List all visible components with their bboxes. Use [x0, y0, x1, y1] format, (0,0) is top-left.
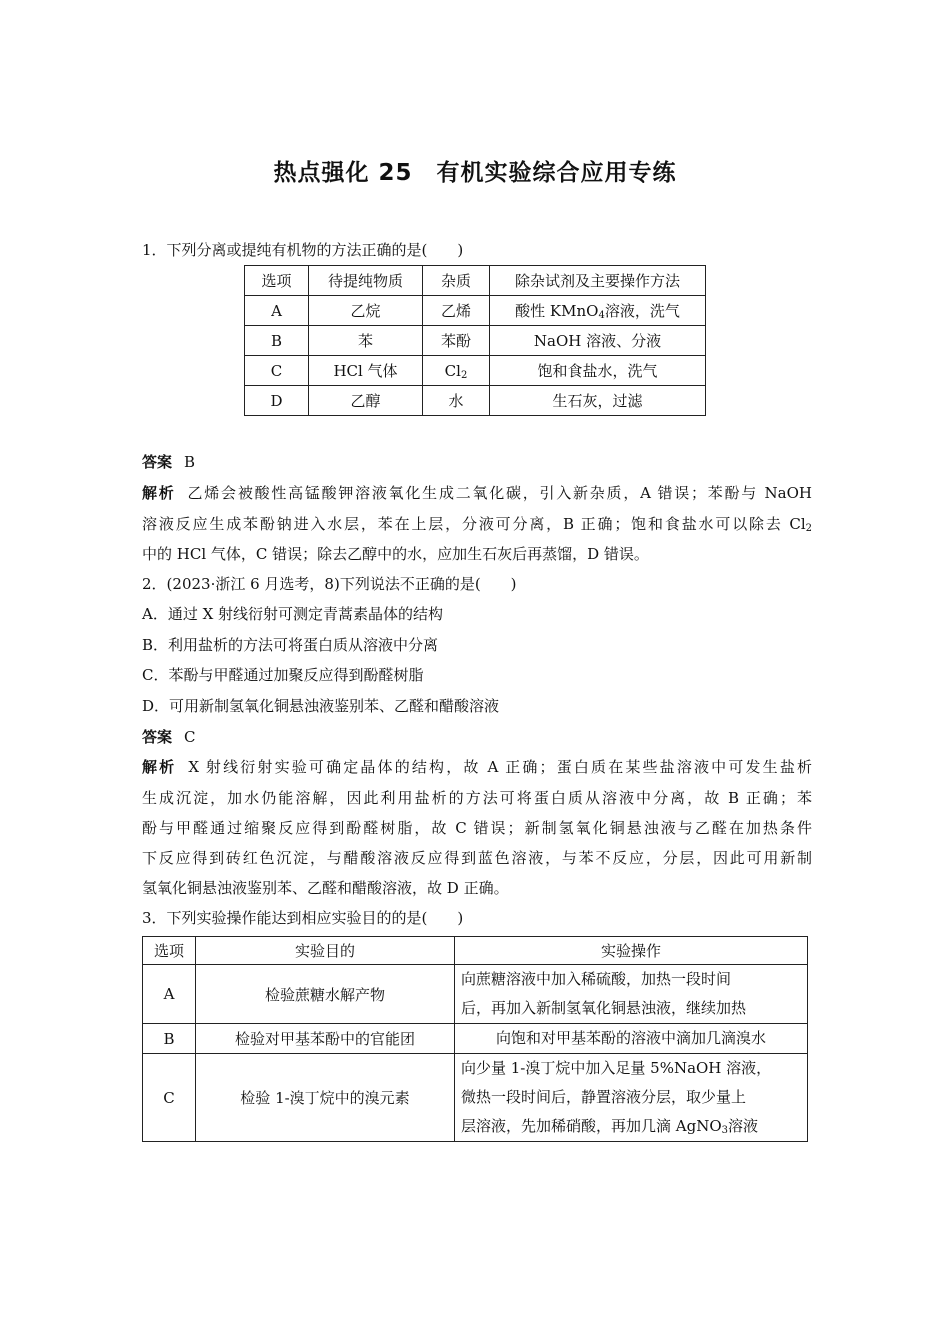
- table-cell: 苯: [309, 326, 423, 356]
- answer-label: 答案: [142, 453, 173, 471]
- analysis-text: 溶液反应生成苯酚钠进入水层，苯在上层，分液可分离，B 正确；饱和食盐水可以除去 Cl: [142, 515, 806, 533]
- q2-analysis-line: 酚与甲醛通过缩聚反应得到酚醛树脂，故 C 错误；新制氢氧化铜悬浊液与乙醛在加热条件: [142, 819, 812, 837]
- q3-table: [142, 936, 808, 1142]
- subscript: 4: [598, 310, 605, 321]
- cell-text: 层溶液，先加稀硝酸，再加几滴 AgNO: [461, 1117, 722, 1135]
- table-cell: [423, 356, 490, 386]
- subscript: 2: [460, 369, 468, 381]
- table-cell: 乙烯: [423, 296, 490, 326]
- table-header-row: [245, 266, 706, 296]
- table-cell: C: [245, 356, 309, 386]
- header-cell: 选项: [245, 266, 309, 296]
- table-cell: 饱和食盐水，洗气: [490, 356, 706, 386]
- table-cell: [455, 1054, 808, 1142]
- table-cell: 乙醇: [309, 386, 423, 416]
- q2-answer: [142, 727, 812, 747]
- table-cell: 检验 1-溴丁烷中的溴元素: [196, 1054, 455, 1142]
- q2-option-a: A．通过 X 射线衍射可测定青蒿素晶体的结构: [142, 605, 444, 623]
- table-cell: 检验蔗糖水解产物: [196, 965, 455, 1024]
- header-cell: 待提纯物质: [309, 266, 423, 296]
- table-cell: 向饱和对甲基苯酚的溶液中滴加几滴溴水: [455, 1024, 808, 1054]
- q2-analysis-line: [142, 757, 812, 777]
- header-cell: 选项: [143, 937, 196, 965]
- q1-analysis-line: 中的 HCl 气体，C 错误；除去乙醇中的水，应加生石灰后再蒸馏，D 错误。: [142, 545, 649, 563]
- table-header-row: [143, 937, 808, 965]
- table-row: [245, 296, 706, 326]
- answer-value: B: [184, 453, 196, 471]
- table-row: [143, 1024, 808, 1054]
- table-cell: NaOH 溶液、分液: [490, 326, 706, 356]
- q2-option-b: B．利用盐析的方法可将蛋白质从溶液中分离: [142, 636, 439, 654]
- table-cell: B: [143, 1024, 196, 1054]
- header-cell: 实验目的: [196, 937, 455, 965]
- q2-analysis-line: 氢氧化铜悬浊液鉴别苯、乙醛和醋酸溶液，故 D 正确。: [142, 879, 509, 897]
- header-cell: 实验操作: [455, 937, 808, 965]
- table-cell: 乙烷: [309, 296, 423, 326]
- cell-line: 后，再加入新制氢氧化铜悬浊液，继续加热: [461, 999, 747, 1017]
- answer-value: C: [184, 728, 196, 746]
- q2-stem: 2．(2023·浙江 6 月选考，8)下列说法不正确的是( ): [142, 575, 517, 593]
- answer-label: 答案: [142, 728, 173, 746]
- table-row: [245, 356, 706, 386]
- cell-line: 向少量 1-溴丁烷中加入足量 5%NaOH 溶液，: [461, 1059, 772, 1077]
- cell-text: 溶液，洗气: [604, 302, 680, 320]
- table-cell: 苯酚: [423, 326, 490, 356]
- cell-line: 微热一段时间后，静置溶液分层，取少量上: [461, 1088, 747, 1106]
- q1-stem: 1．下列分离或提纯有机物的方法正确的是( ): [142, 241, 464, 259]
- q1-answer: [142, 452, 812, 472]
- q2-option-c: C．苯酚与甲醛通过加聚反应得到酚醛树脂: [142, 666, 424, 684]
- cell-text: 酸性 KMnO: [515, 302, 599, 320]
- cell-line: [461, 1112, 801, 1141]
- cell-text: Cl: [444, 361, 461, 380]
- table-cell: [490, 296, 706, 326]
- q3-stem: 3．下列实验操作能达到相应实验目的的是( ): [142, 909, 464, 927]
- q2-analysis-line: 生成沉淀，加水仍能溶解，因此利用盐析的方法可将蛋白质从溶液中分离，故 B 正确；苯: [142, 789, 812, 807]
- table-cell: A: [143, 965, 196, 1024]
- table-cell: [455, 965, 808, 1024]
- cell-line: 向蔗糖溶液中加入稀硫酸，加热一段时间: [461, 970, 732, 988]
- subscript: 3: [721, 1125, 729, 1136]
- analysis-label: 解析: [142, 758, 177, 776]
- analysis-text: X 射线衍射实验可确定晶体的结构，故 A 正确；蛋白质在某些盐溶液中可发生盐析: [188, 758, 812, 776]
- header-cell: 除杂试剂及主要操作方法: [490, 266, 706, 296]
- table-cell: D: [245, 386, 309, 416]
- table-cell: HCl 气体: [309, 356, 423, 386]
- table-cell: C: [143, 1054, 196, 1142]
- table-cell: A: [245, 296, 309, 326]
- cell-text: 溶液: [728, 1117, 759, 1135]
- header-cell: 杂质: [423, 266, 490, 296]
- table-cell: 生石灰，过滤: [490, 386, 706, 416]
- q1-analysis-line: [142, 514, 812, 534]
- q2-option-d: D．可用新制氢氧化铜悬浊液鉴别苯、乙醛和醋酸溶液: [142, 697, 500, 715]
- table-cell: 检验对甲基苯酚中的官能团: [196, 1024, 455, 1054]
- table-cell: 水: [423, 386, 490, 416]
- table-row: [245, 386, 706, 416]
- q2-analysis-line: 下反应得到砖红色沉淀，与醋酸溶液反应得到蓝色溶液，与苯不反应，分层，因此可用新制: [142, 849, 812, 867]
- q1-analysis-line: [142, 483, 812, 503]
- table-cell: B: [245, 326, 309, 356]
- table-row: [143, 1054, 808, 1142]
- analysis-text: 乙烯会被酸性高锰酸钾溶液氧化生成二氧化碳，引入新杂质，A 错误；苯酚与 NaOH: [187, 484, 812, 502]
- table-row: [143, 965, 808, 1024]
- q1-table: [244, 265, 706, 416]
- page-title: 热点强化 25 有机实验综合应用专练: [273, 160, 677, 186]
- analysis-label: 解析: [142, 484, 176, 502]
- table-row: [245, 326, 706, 356]
- subscript: 2: [805, 523, 812, 534]
